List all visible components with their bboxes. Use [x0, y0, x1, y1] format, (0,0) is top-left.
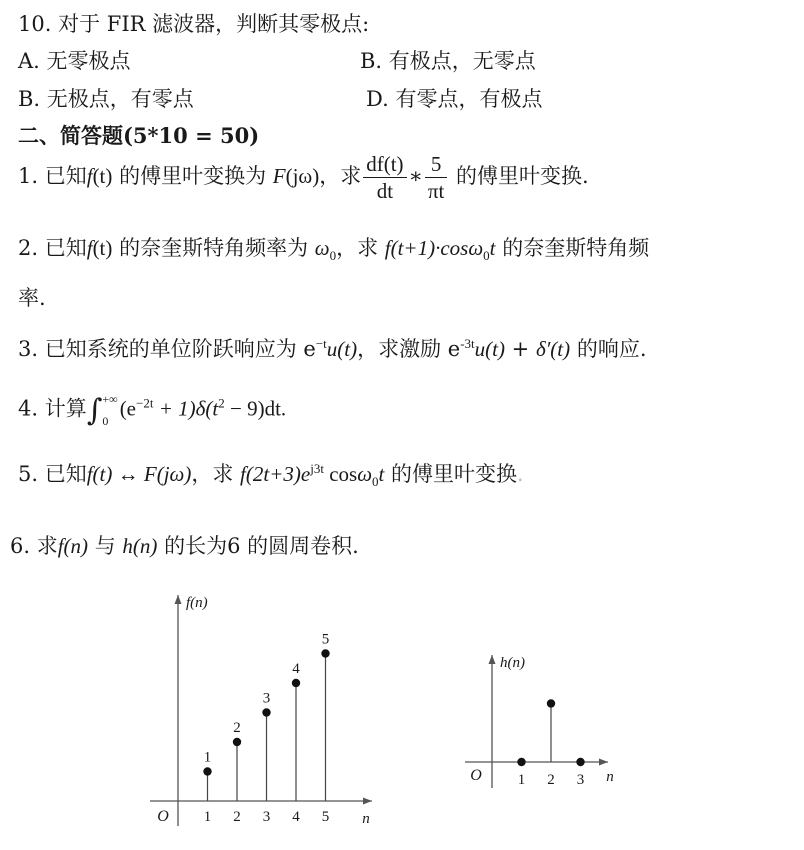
f-data-label: 3 [262, 690, 271, 707]
q10-option-a: A. 无零极点 [18, 49, 131, 73]
h-point [517, 758, 525, 766]
f-data-label: 2 [233, 720, 241, 736]
h-x-tick-label: 1 [517, 772, 526, 788]
h-y-arrow-icon [489, 655, 496, 664]
question-2-wrap: 率. [18, 286, 46, 310]
h-point [576, 758, 584, 766]
f-data-label: 1 [203, 749, 212, 766]
section-title: 二、简答题(5*10 = 50) [18, 123, 260, 148]
f-data-label: 4 [292, 661, 300, 677]
f-x-tick-label: 1 [203, 809, 212, 825]
question-6: 6. 求f(n) 与 h(n) 的长为6 的圆周卷积. [10, 534, 359, 558]
h-x-tick-label: 3 [576, 772, 585, 788]
fraction-five-over-pi-t: $\frac{5}{\pi t}$ [425, 152, 447, 203]
h-point [547, 699, 555, 707]
q10-option-b: B. 有极点，无零点 [360, 49, 536, 73]
fraction-derivative: $\frac{df(t)}{dt}$ [363, 152, 406, 203]
question-3: 3. 已知系统的单位阶跃响应为 $e^{-t}u(t)$，求激励 $e^{-3t}u(t) + \delta'(t)$ 的响应. [18, 336, 647, 361]
f-x-arrow-icon [363, 798, 372, 805]
question-1: 1. 已知f(t) 的傅里叶变换为 F(jω)，求 $\frac{df(t)}{dt}$ ∗ $\frac{5}{\pi t}$ 的傅里叶变换. [18, 152, 589, 203]
f-chart-title: f(n) [186, 595, 208, 611]
f-x-axis-label: n [362, 811, 370, 827]
h-x-arrow-icon [599, 759, 608, 766]
f-x-tick-label: 4 [292, 809, 300, 825]
f-x-tick-label: 3 [262, 809, 271, 825]
question-5: 5. 已知f(t) ↔ F(jω)，求 $f(2t+3)e^{j3t}$ cosω$_0$t 的傅里叶变换. [18, 461, 524, 490]
integral-sign-icon: ∫ [86, 392, 103, 428]
h-x-axis-label: n [606, 769, 614, 785]
f-x-tick-label: 5 [321, 809, 330, 825]
h-chart-title: h(n) [500, 655, 525, 671]
h-x-tick-label: 2 [547, 772, 555, 788]
q10-stem: 10. 对于 FIR 滤波器，判断其零极点: [18, 12, 370, 36]
f-x-tick-label: 2 [233, 809, 241, 825]
f-data-label: 5 [321, 631, 330, 648]
question-2: 2. 已知f(t) 的奈奎斯特角频率为 $\omega_0$，求 f(t+1)·cosω$_0$t 的奈奎斯特角频 [18, 236, 650, 264]
f-y-arrow-icon [175, 595, 182, 604]
f-point [203, 767, 211, 775]
f-point [262, 708, 270, 716]
q10-option-c: B. 无极点，有零点 [18, 87, 194, 111]
f-point [292, 679, 300, 687]
h-origin-label: O [470, 767, 482, 784]
f-point [321, 649, 329, 657]
q10-option-d: D. 有零点，有极点 [366, 87, 543, 111]
f-origin-label: O [157, 808, 169, 825]
f-point [233, 738, 241, 746]
question-4: 4. 计算∫ +∞ 0 $(e^{-2t} + 1)\delta(t^2 - 9)dt$. [18, 392, 287, 428]
